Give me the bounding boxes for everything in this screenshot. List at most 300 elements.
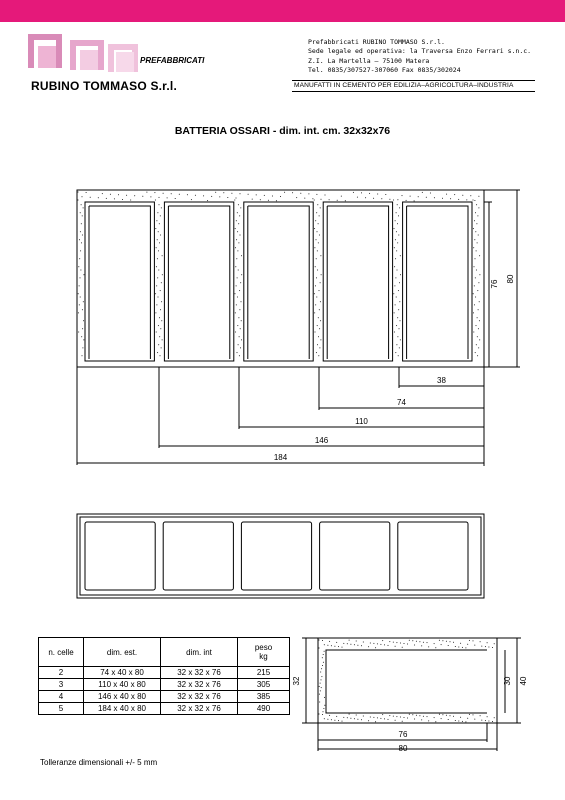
concrete-texture	[395, 304, 396, 305]
concrete-texture	[315, 220, 316, 221]
concrete-texture	[79, 304, 80, 305]
concrete-texture	[399, 207, 400, 208]
concrete-texture	[83, 301, 84, 302]
concrete-texture	[467, 718, 468, 719]
table-row	[39, 703, 290, 715]
concrete-texture	[321, 668, 322, 669]
concrete-texture	[421, 719, 422, 720]
concrete-texture	[322, 657, 323, 658]
concrete-texture	[342, 721, 343, 722]
concrete-texture	[478, 207, 479, 208]
cell: 2	[39, 667, 84, 679]
concrete-texture	[238, 204, 239, 205]
concrete-texture	[347, 643, 348, 644]
concrete-texture	[419, 641, 420, 642]
concrete-texture	[343, 717, 344, 718]
concrete-texture	[418, 196, 419, 197]
concrete-texture	[156, 285, 157, 286]
concrete-texture	[237, 352, 238, 353]
concrete-texture	[400, 320, 401, 321]
concrete-texture	[393, 642, 394, 643]
concrete-texture	[317, 270, 318, 271]
concrete-texture	[314, 228, 315, 229]
cell: 305	[238, 679, 290, 691]
concrete-texture	[264, 195, 265, 196]
concrete-texture	[80, 231, 81, 232]
concrete-texture	[341, 196, 342, 197]
concrete-texture	[175, 198, 176, 199]
concrete-texture	[356, 641, 357, 642]
company-name: RUBINO TOMMASO S.r.l.	[31, 79, 177, 93]
concrete-texture	[373, 198, 374, 199]
concrete-texture	[315, 285, 316, 286]
concrete-texture	[399, 301, 400, 302]
cell-opening	[85, 202, 154, 361]
concrete-texture	[314, 293, 315, 294]
concrete-texture	[428, 720, 429, 721]
concrete-texture	[272, 196, 273, 197]
concrete-texture	[82, 347, 83, 348]
concrete-texture	[83, 320, 84, 321]
concrete-texture	[241, 274, 242, 275]
cell: 74 x 40 x 80	[84, 667, 161, 679]
concrete-texture	[122, 199, 123, 200]
plan-cell	[85, 522, 155, 590]
concrete-texture	[324, 644, 325, 645]
concrete-texture	[467, 644, 468, 645]
concrete-texture	[284, 192, 285, 193]
concrete-texture	[156, 332, 157, 333]
concrete-texture	[460, 643, 461, 644]
concrete-texture	[481, 720, 482, 721]
concrete-texture	[319, 235, 320, 236]
logo-tagline: PREFABBRICATI	[140, 56, 205, 65]
table-row	[39, 691, 290, 703]
concrete-texture	[469, 714, 470, 715]
concrete-texture	[80, 297, 81, 298]
concrete-texture	[393, 716, 394, 717]
concrete-texture	[446, 715, 447, 716]
concrete-texture	[480, 715, 481, 716]
cell-opening	[323, 202, 392, 361]
concrete-texture	[159, 242, 160, 243]
concrete-texture	[435, 721, 436, 722]
concrete-texture	[317, 344, 318, 345]
concrete-texture	[80, 212, 81, 213]
concrete-texture	[304, 198, 305, 199]
cell-opening	[164, 202, 233, 361]
concrete-texture	[102, 193, 103, 194]
concrete-texture	[331, 719, 332, 720]
concrete-texture	[363, 716, 364, 717]
concrete-texture	[82, 355, 83, 356]
concrete-texture	[146, 192, 147, 193]
concrete-texture	[161, 320, 162, 321]
concrete-texture	[474, 220, 475, 221]
header-ext-dim: dim. est.	[84, 638, 161, 667]
concrete-texture	[320, 207, 321, 208]
concrete-texture	[350, 644, 351, 645]
concrete-texture	[334, 646, 335, 647]
concrete-texture	[393, 200, 394, 201]
concrete-texture	[404, 717, 405, 718]
concrete-texture	[110, 194, 111, 195]
concrete-texture	[350, 718, 351, 719]
concrete-texture	[237, 297, 238, 298]
cell-inner-line	[248, 206, 309, 359]
concrete-texture	[320, 255, 321, 256]
concrete-texture	[157, 277, 158, 278]
concrete-texture	[241, 301, 242, 302]
concrete-texture	[458, 721, 459, 722]
concrete-texture	[393, 293, 394, 294]
concrete-texture	[79, 285, 80, 286]
concrete-texture	[474, 266, 475, 267]
concrete-texture	[396, 212, 397, 213]
front-outline	[77, 190, 484, 367]
concrete-texture	[314, 247, 315, 248]
concrete-texture	[475, 231, 476, 232]
concrete-texture	[315, 266, 316, 267]
concrete-texture	[397, 317, 398, 318]
concrete-texture	[320, 690, 321, 691]
table-row	[39, 667, 290, 679]
concrete-texture	[395, 646, 396, 647]
concrete-texture	[161, 347, 162, 348]
concrete-texture	[235, 312, 236, 313]
concrete-texture	[239, 309, 240, 310]
concrete-texture	[439, 714, 440, 715]
concrete-texture	[384, 718, 385, 719]
concrete-texture	[446, 194, 447, 195]
concrete-texture	[316, 258, 317, 259]
concrete-texture	[238, 223, 239, 224]
concrete-texture	[83, 274, 84, 275]
concrete-texture	[159, 204, 160, 205]
concrete-texture	[394, 285, 395, 286]
concrete-texture	[157, 258, 158, 259]
concrete-texture	[397, 336, 398, 337]
concrete-texture	[470, 195, 471, 196]
concrete-texture	[211, 196, 212, 197]
address-line: Sede legale ed operativa: la Traversa Enzo Ferrari s.n.c.	[308, 47, 532, 56]
concrete-texture	[156, 266, 157, 267]
concrete-texture	[322, 714, 323, 715]
concrete-texture	[240, 207, 241, 208]
concrete-texture	[368, 720, 369, 721]
cell-opening	[244, 202, 313, 361]
concrete-texture	[473, 332, 474, 333]
concrete-texture	[321, 274, 322, 275]
concrete-texture	[414, 645, 415, 646]
concrete-texture	[320, 672, 321, 673]
concrete-texture	[324, 651, 325, 652]
concrete-texture	[441, 718, 442, 719]
concrete-texture	[321, 676, 322, 677]
concrete-texture	[83, 207, 84, 208]
concrete-texture	[239, 355, 240, 356]
concrete-texture	[160, 309, 161, 310]
concrete-texture	[81, 242, 82, 243]
concrete-texture	[329, 641, 330, 642]
concrete-texture	[357, 197, 358, 198]
concrete-texture	[191, 199, 192, 200]
concrete-texture	[377, 194, 378, 195]
concrete-texture	[238, 317, 239, 318]
concrete-texture	[203, 195, 204, 196]
cell-inner-line	[168, 206, 229, 359]
concrete-texture	[478, 328, 479, 329]
concrete-texture	[373, 717, 374, 718]
concrete-texture	[256, 194, 257, 195]
concrete-texture	[82, 235, 83, 236]
concrete-texture	[241, 339, 242, 340]
concrete-texture	[476, 325, 477, 326]
concrete-texture	[126, 195, 127, 196]
concrete-texture	[160, 215, 161, 216]
concrete-texture	[219, 196, 220, 197]
concrete-texture	[474, 285, 475, 286]
concrete-texture	[473, 293, 474, 294]
concrete-texture	[316, 239, 317, 240]
concrete-texture	[320, 339, 321, 340]
concrete-texture	[389, 641, 390, 642]
concrete-texture	[321, 199, 322, 200]
concrete-texture	[414, 200, 415, 201]
concrete-texture	[466, 199, 467, 200]
concrete-texture	[162, 274, 163, 275]
concrete-texture	[296, 197, 297, 198]
concrete-texture	[365, 197, 366, 198]
concrete-texture	[430, 193, 431, 194]
concrete-texture	[396, 250, 397, 251]
concrete-texture	[155, 200, 156, 201]
concrete-texture	[481, 646, 482, 647]
concrete-texture	[329, 715, 330, 716]
concrete-texture	[238, 270, 239, 271]
concrete-texture	[292, 192, 293, 193]
concrete-texture	[361, 645, 362, 646]
concrete-texture	[479, 320, 480, 321]
plan-cell	[241, 522, 311, 590]
concrete-texture	[478, 282, 479, 283]
concrete-texture	[473, 312, 474, 313]
concrete-texture	[477, 317, 478, 318]
concrete-texture	[474, 304, 475, 305]
concrete-texture	[462, 647, 463, 648]
concrete-texture	[412, 714, 413, 715]
concrete-texture	[428, 646, 429, 647]
concrete-texture	[337, 200, 338, 201]
concrete-texture	[106, 198, 107, 199]
concrete-texture	[479, 255, 480, 256]
concrete-texture	[398, 235, 399, 236]
concrete-texture	[435, 647, 436, 648]
concrete-texture	[442, 714, 443, 715]
concrete-texture	[235, 266, 236, 267]
concrete-texture	[494, 717, 495, 718]
header-weight: peso kg	[238, 638, 290, 667]
concrete-texture	[237, 277, 238, 278]
concrete-texture	[400, 717, 401, 718]
concrete-texture	[397, 223, 398, 224]
concrete-texture	[239, 290, 240, 291]
concrete-texture	[475, 297, 476, 298]
address-line: Prefabbricati RUBINO TOMMASO S.r.l.	[308, 38, 445, 46]
concrete-texture	[412, 640, 413, 641]
concrete-texture	[381, 198, 382, 199]
dimension-label: 146	[314, 436, 329, 445]
plan-cell	[398, 522, 468, 590]
concrete-texture	[487, 642, 488, 643]
dimension-label: 76	[490, 279, 499, 289]
dimension-label: 110	[355, 417, 368, 426]
concrete-texture	[397, 204, 398, 205]
concrete-texture	[458, 647, 459, 648]
concrete-texture	[158, 250, 159, 251]
concrete-texture	[317, 204, 318, 205]
concrete-texture	[474, 239, 475, 240]
concrete-texture	[398, 215, 399, 216]
concrete-texture	[388, 645, 389, 646]
concrete-texture	[322, 640, 323, 641]
concrete-texture	[241, 255, 242, 256]
concrete-texture	[235, 293, 236, 294]
address-line: Z.I. La Martella — 75100 Matera	[308, 56, 430, 65]
concrete-texture	[400, 255, 401, 256]
plan-view-drawing	[77, 514, 484, 598]
concrete-texture	[240, 282, 241, 283]
concrete-texture	[316, 194, 317, 195]
concrete-texture	[370, 717, 371, 718]
concrete-texture	[473, 200, 474, 201]
concrete-texture	[414, 719, 415, 720]
concrete-texture	[320, 282, 321, 283]
concrete-texture	[442, 198, 443, 199]
concrete-texture	[397, 242, 398, 243]
concrete-texture	[162, 339, 163, 340]
concrete-texture	[334, 720, 335, 721]
concrete-texture	[462, 195, 463, 196]
concrete-texture	[477, 242, 478, 243]
concrete-texture	[150, 196, 151, 197]
concrete-texture	[450, 198, 451, 199]
concrete-texture	[160, 235, 161, 236]
concrete-texture	[236, 285, 237, 286]
concrete-texture	[475, 352, 476, 353]
concrete-texture	[476, 344, 477, 345]
concrete-texture	[474, 200, 475, 201]
concrete-texture	[317, 250, 318, 251]
section-inner	[326, 650, 487, 713]
concrete-texture	[331, 645, 332, 646]
concrete-texture	[478, 196, 479, 197]
company-tagline: MANUFATTI IN CEMENTO PER EDILIZIA–AGRICOLTURA–INDUSTRIA	[294, 82, 514, 89]
concrete-texture	[78, 312, 79, 313]
concrete-texture	[396, 642, 397, 643]
concrete-texture	[396, 297, 397, 298]
concrete-texture	[473, 640, 474, 641]
concrete-texture	[327, 645, 328, 646]
concrete-texture	[476, 250, 477, 251]
concrete-texture	[81, 336, 82, 337]
concrete-texture	[382, 640, 383, 641]
concrete-texture	[441, 644, 442, 645]
concrete-texture	[407, 644, 408, 645]
concrete-texture	[268, 200, 269, 201]
concrete-texture	[240, 235, 241, 236]
concrete-texture	[83, 339, 84, 340]
concrete-texture	[396, 325, 397, 326]
concrete-texture	[80, 250, 81, 251]
concrete-texture	[276, 200, 277, 201]
concrete-texture	[477, 290, 478, 291]
concrete-texture	[239, 215, 240, 216]
dimension-label: 76	[398, 730, 408, 739]
concrete-texture	[399, 347, 400, 348]
cell: 32 x 32 x 76	[161, 667, 238, 679]
concrete-texture	[318, 223, 319, 224]
concrete-texture	[427, 716, 428, 717]
concrete-texture	[323, 711, 324, 712]
concrete-texture	[81, 204, 82, 205]
concrete-texture	[460, 717, 461, 718]
concrete-texture	[317, 231, 318, 232]
concrete-texture	[157, 212, 158, 213]
concrete-texture	[160, 328, 161, 329]
concrete-texture	[79, 239, 80, 240]
concrete-texture	[159, 317, 160, 318]
concrete-texture	[388, 719, 389, 720]
concrete-texture	[80, 277, 81, 278]
concrete-texture	[397, 270, 398, 271]
concrete-texture	[236, 304, 237, 305]
concrete-texture	[394, 266, 395, 267]
concrete-texture	[488, 721, 489, 722]
concrete-texture	[345, 200, 346, 201]
concrete-texture	[155, 228, 156, 229]
dimension-label: 80	[506, 274, 515, 284]
concrete-texture	[473, 247, 474, 248]
concrete-texture	[316, 297, 317, 298]
concrete-texture	[162, 255, 163, 256]
concrete-texture	[421, 645, 422, 646]
concrete-texture	[238, 344, 239, 345]
concrete-texture	[397, 199, 398, 200]
concrete-texture	[312, 198, 313, 199]
table-header-row	[39, 638, 290, 667]
concrete-texture	[156, 247, 157, 248]
concrete-texture	[473, 228, 474, 229]
concrete-texture	[442, 640, 443, 641]
concrete-texture	[377, 643, 378, 644]
concrete-texture	[395, 277, 396, 278]
concrete-texture	[474, 719, 475, 720]
concrete-texture	[158, 270, 159, 271]
concrete-texture	[349, 640, 350, 641]
concrete-texture	[280, 196, 281, 197]
cell: 32 x 32 x 76	[161, 703, 238, 715]
concrete-texture	[236, 258, 237, 259]
concrete-texture	[167, 197, 168, 198]
concrete-texture	[227, 197, 228, 198]
concrete-texture	[323, 662, 324, 663]
concrete-texture	[434, 197, 435, 198]
concrete-texture	[394, 312, 395, 313]
concrete-texture	[321, 679, 322, 680]
concrete-texture	[319, 702, 320, 703]
concrete-texture	[363, 642, 364, 643]
